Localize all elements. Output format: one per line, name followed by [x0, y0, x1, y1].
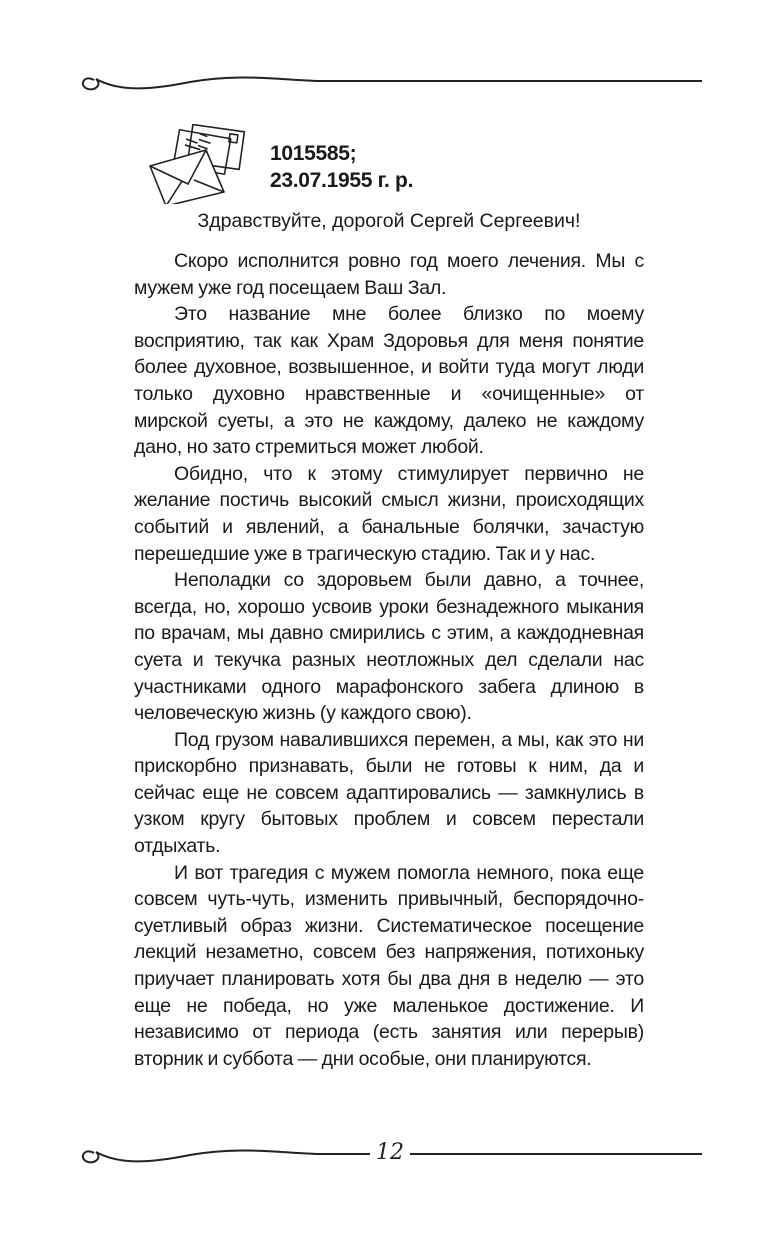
letter-body	[134, 248, 644, 1072]
paragraph: Неполадки со здоровьем были давно, а точнее, всегда, но, хорошо усвоив уроки безнадежного мыкания по врачам, мы давно смирились с этим, а каждодневная суета и текучка разных неотложных дел сделали нас участниками одного марафонского забега длиною в человеческую жизнь (у каждого свою).	[134, 569, 644, 725]
page-number: 12	[376, 1140, 404, 1165]
paragraph: Обидно, что к этому стимулирует первично не желание постичь высокий смысл жизни, происходящих событий и явлений, а банальные болячки, зачастую перешедшие уже в трагическую стадию. Так и у нас.	[134, 462, 644, 565]
greeting: Здравствуйте, дорогой Сергей Сергеевич!	[197, 210, 581, 232]
paragraph: Это название мне более близко по моему восприятию, так как Храм Здоровья для меня понятие более духовное, возвышенное, и войти туда могут люди только духовно нравственные и «очищенные» от мирской суеты, а это не каждому, далеко не каждому дано, но зато стремиться может любой.	[134, 303, 644, 459]
letter-number: 1015585;	[270, 142, 357, 165]
envelope-icon	[148, 124, 248, 204]
flourish-ornament-top-icon	[80, 66, 702, 96]
paragraph: И вот трагедия с мужем помогла немного, пока еще совсем чуть-чуть, изменить привычный, беспорядочно-суетливый образ жизни. Систематическое посещение лекций незаметно, совсем без напряжения, потихоньку приучает планировать хотя бы два дня в неделю — это еще не победа, но уже маленькое достижение. И независимо от периода (есть занятия или перерыв) вторник и суббота — дни особые, они планируются.	[134, 861, 644, 1070]
letter-header	[270, 140, 413, 194]
paragraph: Скоро исполнится ровно год моего лечения. Мы с мужем уже год посещаем Ваш Зал.	[134, 250, 644, 299]
paragraph: Под грузом навалившихся перемен, а мы, как это ни прискорбно признавать, были не готовы к ним, да и сейчас еще не совсем адаптировались — замкнулись в узком кругу бытовых проблем и совсем перестали отдыхать.	[134, 728, 644, 858]
letter-date: 23.07.1955 г. р.	[270, 169, 414, 192]
